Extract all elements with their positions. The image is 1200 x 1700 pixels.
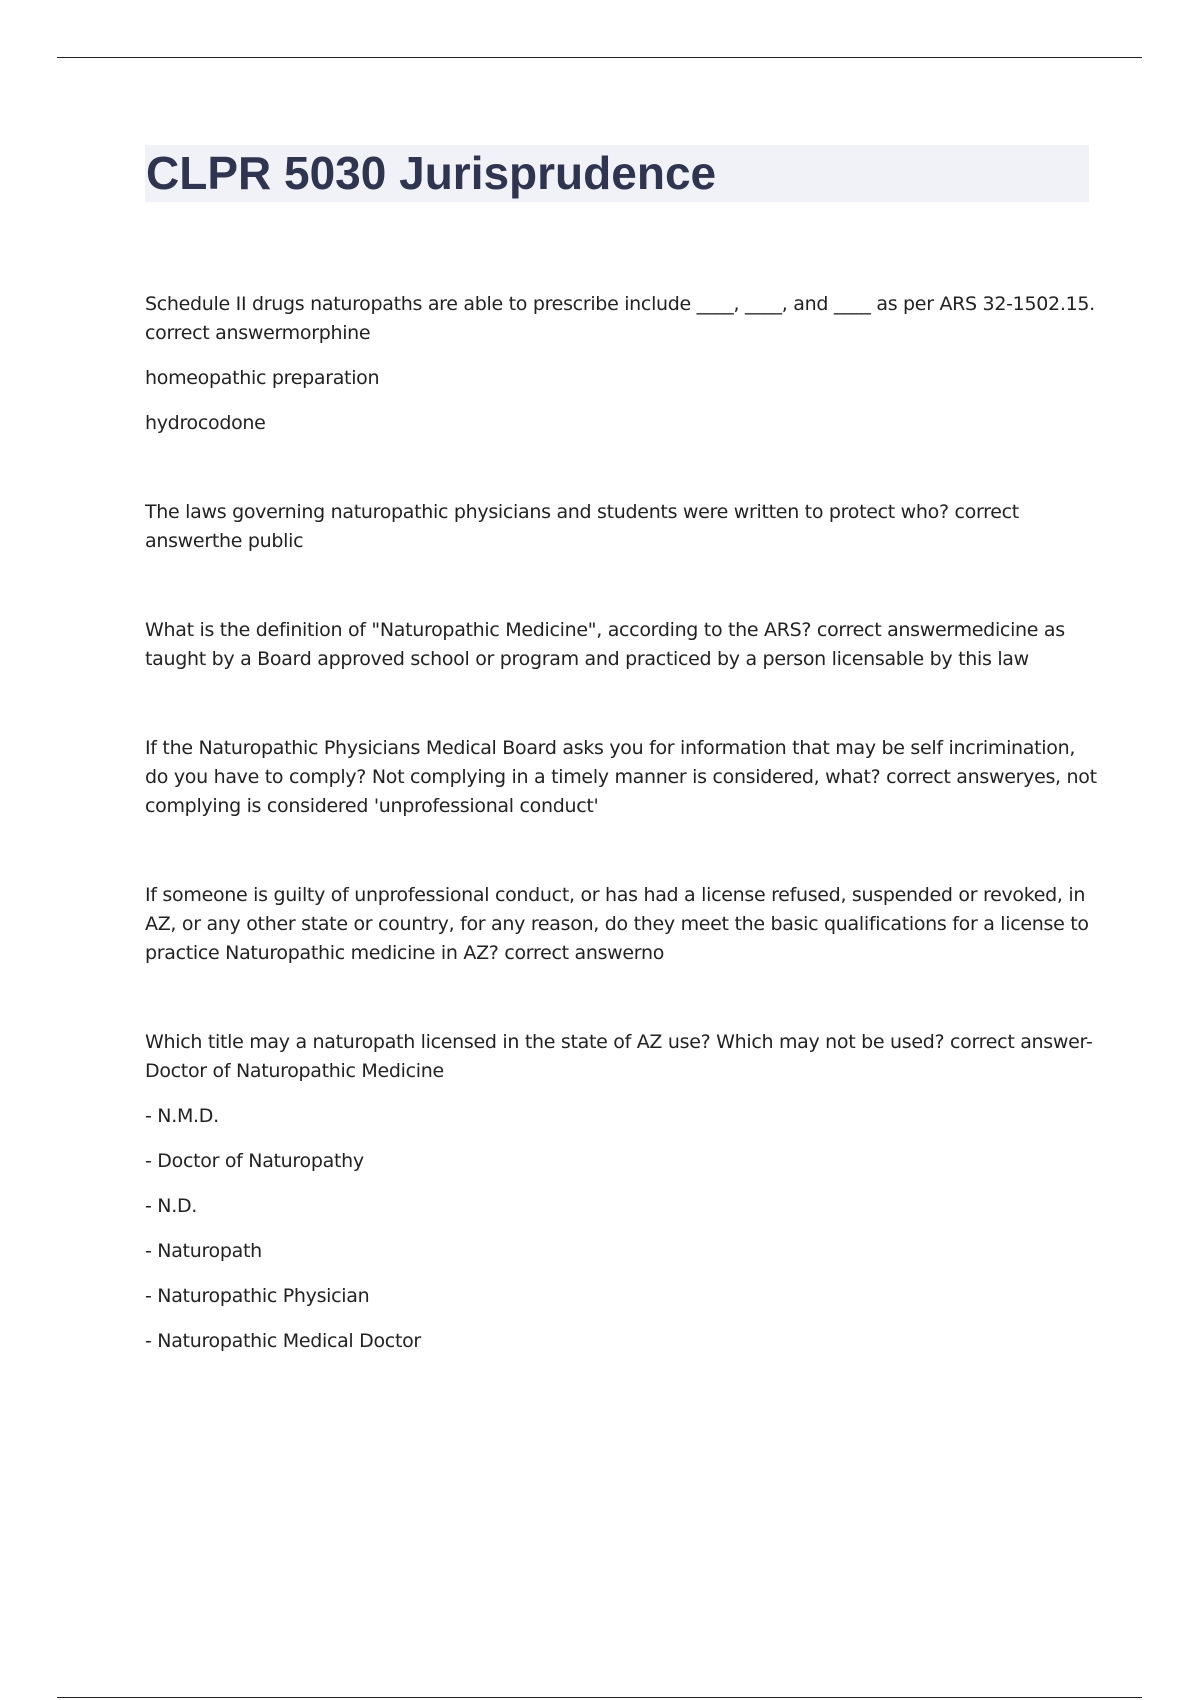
answer-line: - Naturopathic Medical Doctor	[145, 1330, 421, 1352]
qa-item-6	[145, 1028, 1100, 1356]
qa-item-3	[145, 616, 1100, 674]
bottom-divider	[57, 1697, 1142, 1698]
answer-line: - N.M.D.	[145, 1105, 219, 1127]
qa-item-1	[145, 290, 1100, 438]
question-text: Which title may a naturopath licensed in the state of AZ use? Which may not be used? correct answer-Doctor of Naturopathic Medicine	[145, 1031, 1093, 1082]
qa-item-2	[145, 498, 1100, 556]
answer-line: - N.D.	[145, 1195, 198, 1217]
answer-line: homeopathic preparation	[145, 367, 380, 389]
page-title: CLPR 5030 Jurisprudence	[146, 147, 717, 199]
qa-item-4	[145, 734, 1100, 821]
document-body	[145, 290, 1100, 1372]
question-text: What is the definition of "Naturopathic Medicine", according to the ARS? correct answermedicine as taught by a Board approved school or program and practiced by a person licensable by this law	[145, 619, 1065, 670]
answer-line: - Doctor of Naturopathy	[145, 1150, 364, 1172]
top-divider	[57, 57, 1142, 58]
question-text: If someone is guilty of unprofessional conduct, or has had a license refused, suspended or revoked, in AZ, or any other state or country, for any reason, do they meet the basic qualifications for a license to practice Naturopathic medicine in AZ? correct answerno	[145, 884, 1089, 964]
question-text: Schedule II drugs naturopaths are able to prescribe include ____, ____, and ____ as per ARS 32-1502.15. correct answermorphine	[145, 293, 1095, 344]
question-text: The laws governing naturopathic physicians and students were written to protect who? correct answerthe public	[145, 501, 1019, 552]
answer-line: - Naturopathic Physician	[145, 1285, 370, 1307]
answer-line: hydrocodone	[145, 412, 266, 434]
qa-item-5	[145, 881, 1100, 968]
answer-line: - Naturopath	[145, 1240, 262, 1262]
question-text: If the Naturopathic Physicians Medical Board asks you for information that may be self incrimination, do you have to comply? Not complying in a timely manner is considered, what? correct answeryes, not complying is considered 'unprofessional conduct'	[145, 737, 1097, 817]
